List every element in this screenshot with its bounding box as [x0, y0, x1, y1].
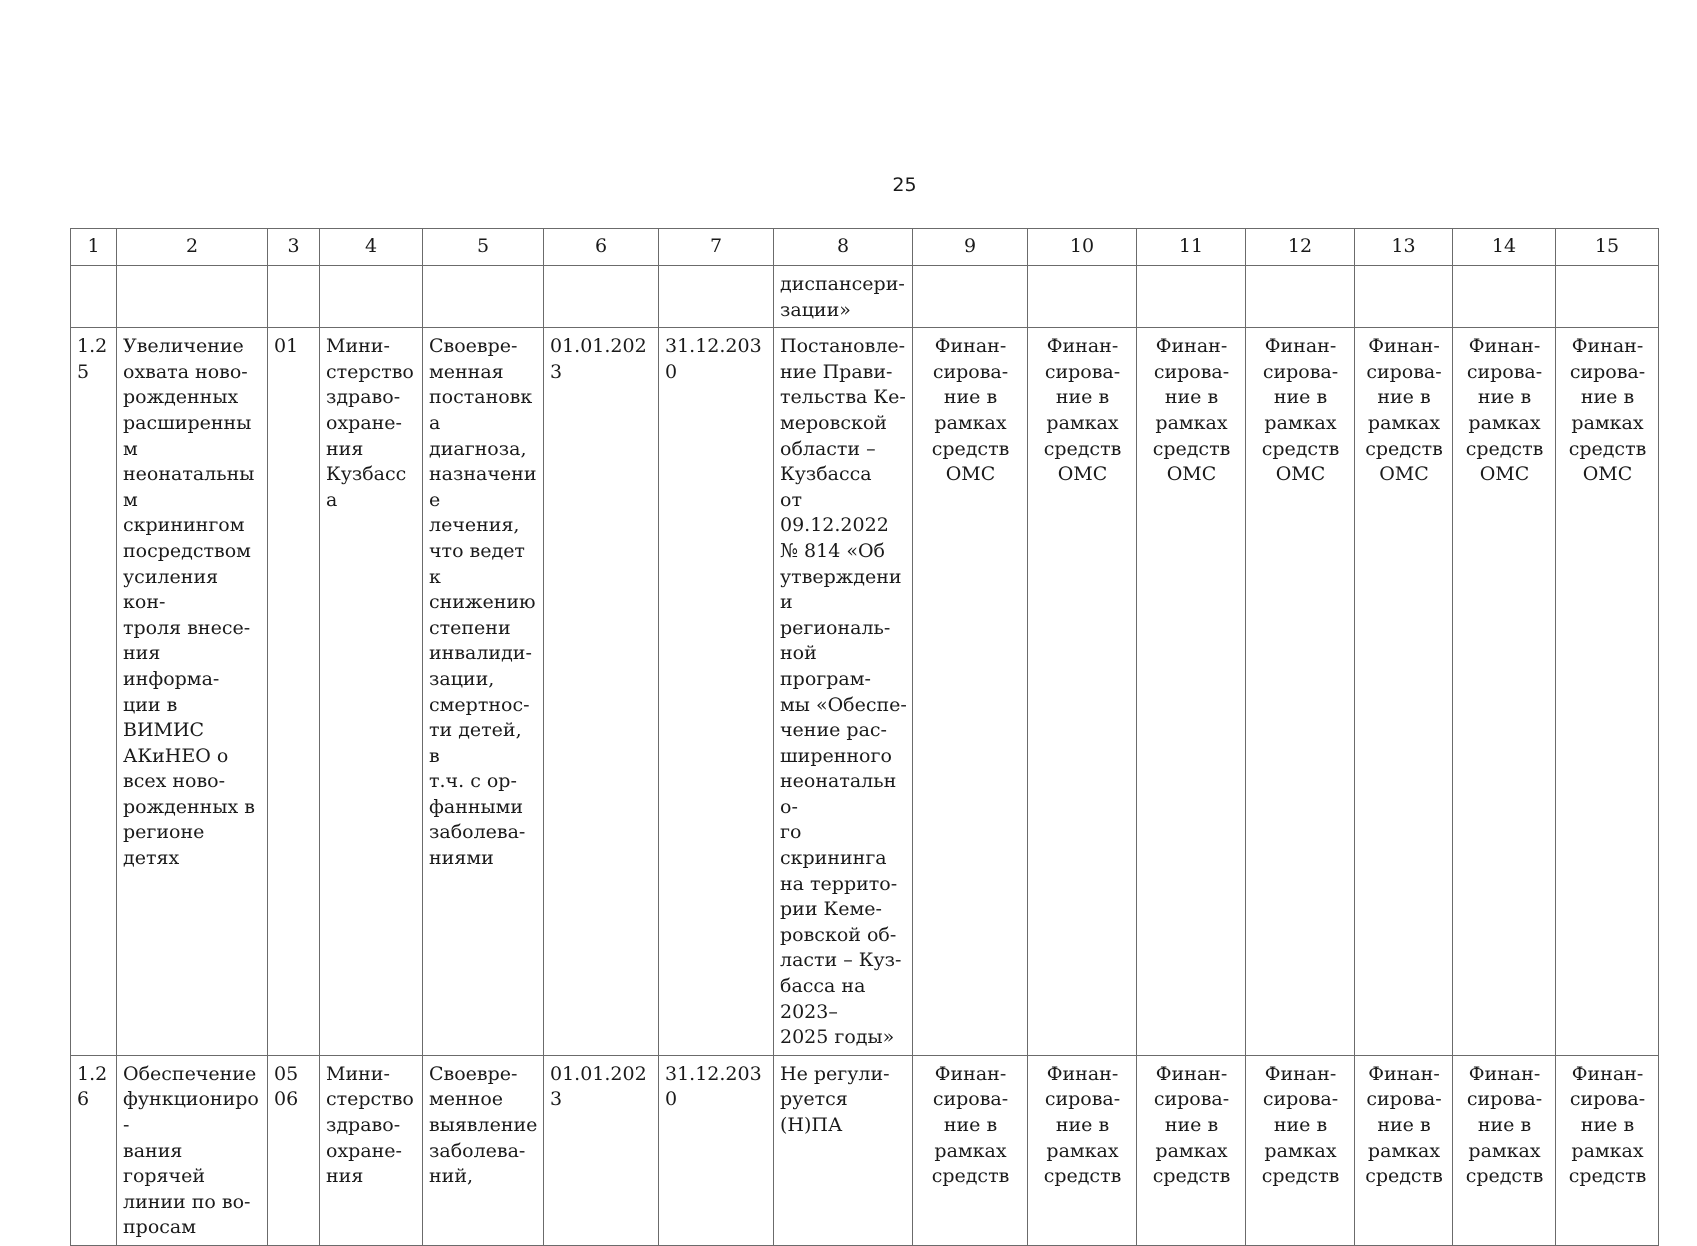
result-cell: Своевре- менное выявление заболева- ний,	[423, 1055, 544, 1245]
npa-cell: Постановле- ние Прави- тельства Ке- меровской области – Кузбасса от 09.12.2022 № 814 «Об утверждении региональ- ной програм- мы «Обеспе- чение рас- ширенного неонатально- го скрининга на террито- рии Кеме- ровской об- ласти – Куз- басса на 2023– 2025 годы»	[774, 328, 913, 1056]
measure-name-cell: Обеспечение функциониро- вания горячей линии по во- просам	[117, 1055, 268, 1245]
col-header-11: 11	[1137, 229, 1246, 266]
empty-cell	[320, 266, 423, 328]
start-date-cell: 01.01.2023	[544, 328, 659, 1056]
col-header-6: 6	[544, 229, 659, 266]
col-header-15: 15	[1556, 229, 1659, 266]
col-header-3: 3	[268, 229, 320, 266]
col-header-10: 10	[1028, 229, 1137, 266]
empty-cell	[117, 266, 268, 328]
finance-cell: Финан- сирова- ние в рамках средств ОМС	[1028, 328, 1137, 1056]
empty-cell	[1246, 266, 1355, 328]
col-header-12: 12	[1246, 229, 1355, 266]
empty-cell	[423, 266, 544, 328]
col-header-1: 1	[71, 229, 117, 266]
col-header-14: 14	[1453, 229, 1556, 266]
responsible-cell: Мини- стерство здраво- охране- ния	[320, 1055, 423, 1245]
finance-cell: Финан- сирова- ние в рамках средств	[1453, 1055, 1556, 1245]
empty-cell	[1556, 266, 1659, 328]
finance-cell: Финан- сирова- ние в рамках средств ОМС	[913, 328, 1028, 1056]
row-number-cell: 1.26	[71, 1055, 117, 1245]
empty-cell	[913, 266, 1028, 328]
continuation-row	[71, 266, 1659, 328]
finance-cell: Финан- сирова- ние в рамках средств ОМС	[1137, 328, 1246, 1056]
finance-cell: Финан- сирова- ние в рамках средств	[913, 1055, 1028, 1245]
page-number: 25	[892, 174, 917, 196]
col-header-13: 13	[1355, 229, 1453, 266]
start-date-cell: 01.01.2023	[544, 1055, 659, 1245]
measures-table	[70, 228, 1659, 1246]
empty-cell	[1355, 266, 1453, 328]
col-header-8: 8	[774, 229, 913, 266]
end-date-cell: 31.12.2030	[659, 1055, 774, 1245]
finance-cell: Финан- сирова- ние в рамках средств	[1246, 1055, 1355, 1245]
empty-cell	[659, 266, 774, 328]
code-cell: 01	[268, 328, 320, 1056]
finance-cell: Финан- сирова- ние в рамках средств	[1137, 1055, 1246, 1245]
empty-cell	[71, 266, 117, 328]
end-date-cell: 31.12.2030	[659, 328, 774, 1056]
finance-cell: Финан- сирова- ние в рамках средств ОМС	[1246, 328, 1355, 1056]
finance-cell: Финан- сирова- ние в рамках средств	[1355, 1055, 1453, 1245]
empty-cell	[544, 266, 659, 328]
header-row	[71, 229, 1659, 266]
row-number-cell: 1.25	[71, 328, 117, 1056]
finance-cell: Финан- сирова- ние в рамках средств ОМС	[1453, 328, 1556, 1056]
table-row	[71, 328, 1659, 1056]
finance-cell: Финан- сирова- ние в рамках средств	[1556, 1055, 1659, 1245]
empty-cell	[1028, 266, 1137, 328]
table-row	[71, 1055, 1659, 1245]
measure-name-cell: Увеличение охвата ново- рожденных расширенным неонатальным скринингом посредством усиления кон- троля внесе- ния информа- ции в ВИМИС АКиНЕО о всех ново- рожденных в регионе детях	[117, 328, 268, 1056]
col-header-2: 2	[117, 229, 268, 266]
result-cell: Своевре- менная постановка диагноза, назначение лечения, что ведет к снижению степени инвалиди- зации, смертнос- ти детей, в т.ч. с ор- фанными заболева- ниями	[423, 328, 544, 1056]
finance-cell: Финан- сирова- ние в рамках средств ОМС	[1355, 328, 1453, 1056]
col-header-9: 9	[913, 229, 1028, 266]
col-header-5: 5	[423, 229, 544, 266]
empty-cell	[1453, 266, 1556, 328]
code-cell: 05 06	[268, 1055, 320, 1245]
col-header-4: 4	[320, 229, 423, 266]
empty-cell	[268, 266, 320, 328]
npa-cell: диспансери- зации»	[774, 266, 913, 328]
responsible-cell: Мини- стерство здраво- охране- ния Кузбасса	[320, 328, 423, 1056]
finance-cell: Финан- сирова- ние в рамках средств ОМС	[1556, 328, 1659, 1056]
empty-cell	[1137, 266, 1246, 328]
npa-cell: Не регули- руется (Н)ПА	[774, 1055, 913, 1245]
finance-cell: Финан- сирова- ние в рамках средств	[1028, 1055, 1137, 1245]
col-header-7: 7	[659, 229, 774, 266]
